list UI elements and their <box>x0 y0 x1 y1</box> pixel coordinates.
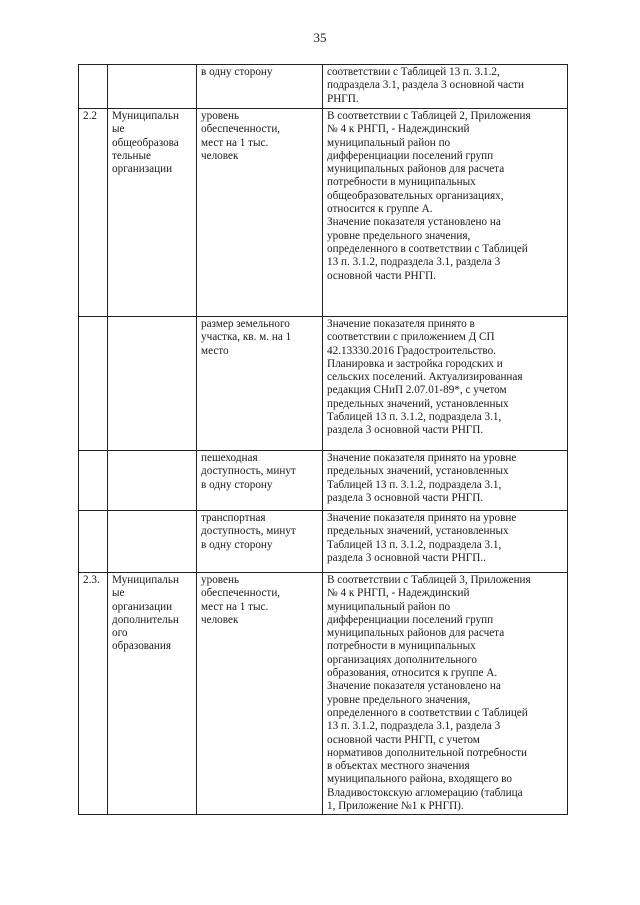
text-line: потребности в муниципальных <box>327 640 476 653</box>
indicator-cell <box>197 65 323 109</box>
row-number-cell <box>79 573 108 815</box>
text-line: Владивостокскую агломерацию (таблица <box>327 786 523 799</box>
text-line: общеобразова <box>112 136 179 149</box>
indicator-cell <box>197 511 323 573</box>
text-line: общеобразовательных организациях, <box>327 189 504 202</box>
object-name-cell <box>108 317 197 451</box>
text-line: мест на 1 тыс. <box>201 136 269 149</box>
row-number-cell <box>79 317 108 451</box>
text-line: № 4 к РНГП, - Надеждинский <box>327 587 470 600</box>
value-justification-cell <box>323 65 568 109</box>
value-justification-cell <box>323 511 568 573</box>
text-line: мест на 1 тыс. <box>201 600 269 613</box>
text-line: соответствии с приложением Д СП <box>327 331 495 344</box>
text-line: участка, кв. м. на 1 <box>201 331 292 344</box>
text-line: В соответствии с Таблицей 3, Приложения <box>327 574 531 586</box>
text-line: сельских поселений. Актуализированная <box>327 371 523 384</box>
text-line: Значение показателя установлено на <box>327 216 501 229</box>
text-line: Таблицей 13 п. 3.1.2, подраздела 3.1, <box>327 478 502 491</box>
page-number: 35 <box>313 30 327 45</box>
text-line: Значение показателя принято в <box>327 318 475 330</box>
text-line: Таблицей 13 п. 3.1.2, подраздела 3.1, <box>327 538 502 551</box>
text-line: транспортная <box>201 512 266 524</box>
text-line: 42.13330.2016 Градостроительство. <box>327 344 496 357</box>
table-row <box>79 65 568 109</box>
table-row <box>79 511 568 573</box>
text-line: уровне предельного значения, <box>327 693 471 706</box>
text-line: Значение показателя принято на уровне <box>327 452 517 464</box>
text-line: дифференциации поселений групп <box>327 613 494 626</box>
row-number: 2.2 <box>83 110 97 122</box>
text-line: муниципального района, входящего во <box>327 773 512 786</box>
text-line: Муниципальн <box>112 110 179 122</box>
row-number-cell <box>79 451 108 511</box>
text-line: предельных значений, установленных <box>327 525 509 538</box>
row-number-cell <box>79 511 108 573</box>
indicator-cell <box>197 317 323 451</box>
text-line: № 4 к РНГП, - Надеждинский <box>327 123 470 136</box>
text-line: место <box>201 344 229 357</box>
text-line: основной части РНГП, с учетом <box>327 733 480 746</box>
text-line: подраздела 3.1, раздела 3 основной части <box>327 79 524 92</box>
object-name-cell <box>108 109 197 317</box>
text-line: определенного в соответствии с Таблицей <box>327 706 528 719</box>
value-justification-cell <box>323 573 568 815</box>
text-line: раздела 3 основной части РНГП.. <box>327 551 486 564</box>
text-line: Значение показателя принято на уровне <box>327 512 517 524</box>
text-line: РНГП. <box>327 92 359 105</box>
text-line: обеспеченности, <box>201 587 281 600</box>
text-line: пешеходная <box>201 452 258 464</box>
value-justification-cell <box>323 451 568 511</box>
text-line: организациях дополнительного <box>327 653 477 666</box>
text-line: Значение показателя установлено на <box>327 680 501 693</box>
text-line: организации <box>112 600 173 613</box>
indicator-cell <box>197 109 323 317</box>
text-line: 1, Приложение №1 к РНГП). <box>327 800 464 813</box>
object-name-cell <box>108 451 197 511</box>
row-number: 2.3. <box>83 574 100 586</box>
text-line: Таблицей 13 п. 3.1.2, подраздела 3.1, <box>327 411 502 424</box>
text-line: человек <box>201 613 239 626</box>
norms-table <box>78 64 568 815</box>
object-name-cell <box>108 573 197 815</box>
text-line: дополнительн <box>112 613 179 626</box>
text-line: доступность, минут <box>201 465 296 478</box>
text-line: раздела 3 основной части РНГП. <box>327 491 484 504</box>
text-line: человек <box>201 149 239 162</box>
text-line: редакция СНиП 2.07.01-89*, с учетом <box>327 384 507 397</box>
object-name-cell <box>108 65 197 109</box>
text-line: уровень <box>201 574 240 586</box>
text-line: нормативов дополнительной потребности <box>327 746 528 759</box>
text-line: размер земельного <box>201 318 290 330</box>
text-line: в объектах местного значения <box>327 760 470 773</box>
text-line: дифференциации поселений групп <box>327 149 494 162</box>
text-line: в одну сторону <box>201 478 273 491</box>
text-line: основной части РНГП. <box>327 269 436 282</box>
text-line: муниципальный район по <box>327 600 451 613</box>
indicator-cell <box>197 573 323 815</box>
object-name-cell <box>108 511 197 573</box>
text-line: определенного в соответствии с Таблицей <box>327 242 528 255</box>
value-justification-cell <box>323 317 568 451</box>
text-line: обеспеченности, <box>201 123 281 136</box>
table-row <box>79 451 568 511</box>
text-line: ые <box>112 587 125 600</box>
text-line: ого <box>112 627 128 640</box>
text-line: уровне предельного значения, <box>327 229 471 242</box>
text-line: относится к группе А. <box>327 203 433 216</box>
text-line: 13 п. 3.1.2, подраздела 3.1, раздела 3 <box>327 720 501 733</box>
text-line: предельных значений, установленных <box>327 465 509 478</box>
text-line: доступность, минут <box>201 525 296 538</box>
text-line: образования <box>112 640 172 653</box>
text-line: Муниципальн <box>112 574 179 586</box>
text-line: ые <box>112 123 125 136</box>
text-line: муниципальных районов для расчета <box>327 163 505 176</box>
value-justification-cell <box>323 109 568 317</box>
text-line: предельных значений, установленных <box>327 397 509 410</box>
text-line: Планировка и застройка городских и <box>327 357 503 370</box>
table-row <box>79 317 568 451</box>
text-line: потребности в муниципальных <box>327 176 476 189</box>
table-row <box>79 109 568 317</box>
text-line: муниципальных районов для расчета <box>327 627 505 640</box>
text-line: образования, относится к группе А. <box>327 667 498 680</box>
row-number-cell <box>79 65 108 109</box>
text-line: раздела 3 основной части РНГП. <box>327 424 484 437</box>
text-line: муниципальный район по <box>327 136 451 149</box>
text-line: тельные <box>112 149 152 162</box>
text-line: 13 п. 3.1.2, подраздела 3.1, раздела 3 <box>327 256 501 269</box>
text-line: соответствии с Таблицей 13 п. 3.1.2, <box>327 66 500 78</box>
table-row <box>79 573 568 815</box>
text-line: в одну сторону <box>201 538 273 551</box>
text-line: В соответствии с Таблицей 2, Приложения <box>327 110 531 122</box>
text-line: уровень <box>201 110 240 122</box>
indicator-cell <box>197 451 323 511</box>
row-number-cell <box>79 109 108 317</box>
text-line: организации <box>112 163 173 176</box>
text-line: в одну сторону <box>201 66 273 78</box>
